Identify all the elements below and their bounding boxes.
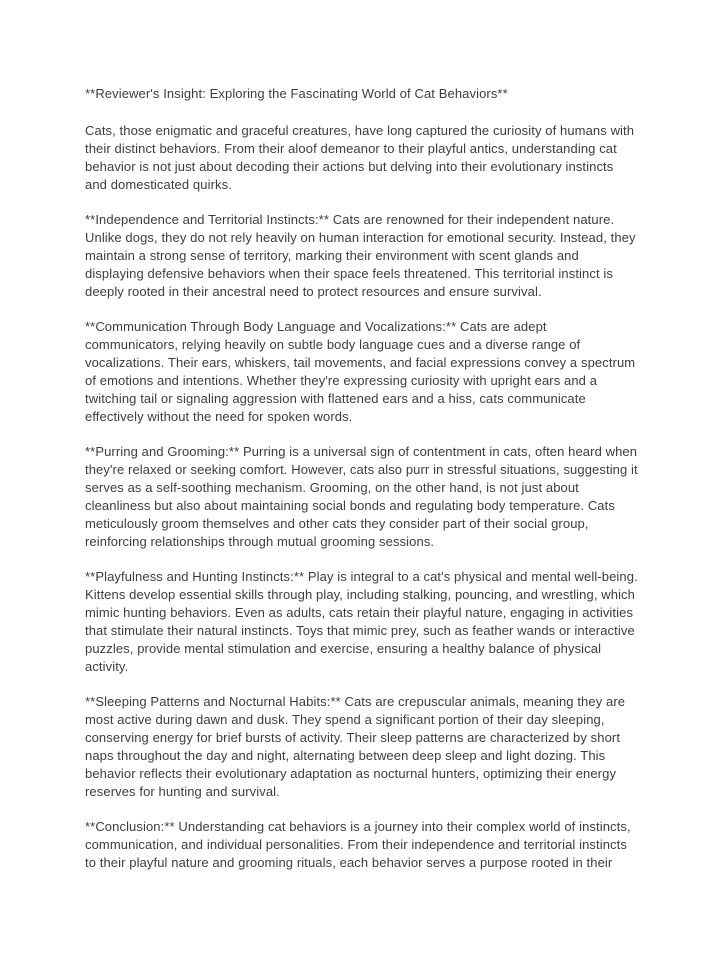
paragraph-independence-territorial-instincts: **Independence and Territorial Instincts:** Cats are renowned for their independent nature. Unlike dogs, they do not rely heavily on human interaction for emotional security. Instead, they maintain a strong sense of territory, marking their environment with scent glands and displaying defensive behaviors when their space feels threatened. This territorial instinct is deeply rooted in their ancestral need to protect resources and ensure survival. xyxy=(85,212,636,299)
paragraph-sleeping-patterns-nocturnal-habits: **Sleeping Patterns and Nocturnal Habits:** Cats are crepuscular animals, meaning they are most active during dawn and dusk. They spend a significant portion of their day sleeping, conserving energy for brief bursts of activity. Their sleep patterns are characterized by short naps throughout the day and night, alternating between deep sleep and light dozing. This behavior reflects their evolutionary adaptation as nocturnal hunters, optimizing their energy reserves for hunting and survival. xyxy=(85,694,626,799)
intro-paragraph: Cats, those enigmatic and graceful creatures, have long captured the curiosity of humans with their distinct behaviors. From their aloof demeanor to their playful antics, understanding cat behavior is not just about decoding their actions but delving into their evolutionary instincts and domesticated quirks. xyxy=(85,123,635,192)
paragraph-communication-body-language: **Communication Through Body Language and Vocalizations:** Cats are adept communicators, relying heavily on subtle body language cues and a diverse range of vocalizations. Their ears, whiskers, tail movements, and facial expressions convey a spectrum of emotions and intentions. Whether they're expressing curiosity with upright ears and a twitching tail or signaling aggression with flattened ears and a hiss, cats communicate effectively without the need for spoken words. xyxy=(85,319,636,424)
document-title: **Reviewer's Insight: Exploring the Fascinating World of Cat Behaviors** xyxy=(85,86,508,101)
paragraph-purring-and-grooming: **Purring and Grooming:** Purring is a universal sign of contentment in cats, often heard when they're relaxed or seeking comfort. However, cats also purr in stressful situations, suggesting it serves as a self-soothing mechanism. Grooming, on the other hand, is not just about cleanliness but also about maintaining social bonds and regulating body temperature. Cats meticulously groom themselves and other cats they consider part of their social group, reinforcing relationships through mutual grooming sessions. xyxy=(85,444,638,549)
document-body xyxy=(85,85,639,889)
paragraph-conclusion-truncated: **Conclusion:** Understanding cat behaviors is a journey into their complex world of instincts, communication, and individual personalities. From their independence and territorial instincts to their playful nature and grooming rituals, each behavior serves a purpose rooted in their xyxy=(85,819,631,870)
paragraph-playfulness-hunting-instincts: **Playfulness and Hunting Instincts:** Play is integral to a cat's physical and mental well-being. Kittens develop essential skills through play, including stalking, pouncing, and wrestling, which mimic hunting behaviors. Even as adults, cats retain their playful nature, engaging in activities that stimulate their natural instincts. Toys that mimic prey, such as feather wands or interactive puzzles, provide mental stimulation and exercise, ensuring a healthy balance of physical activity. xyxy=(85,569,638,674)
